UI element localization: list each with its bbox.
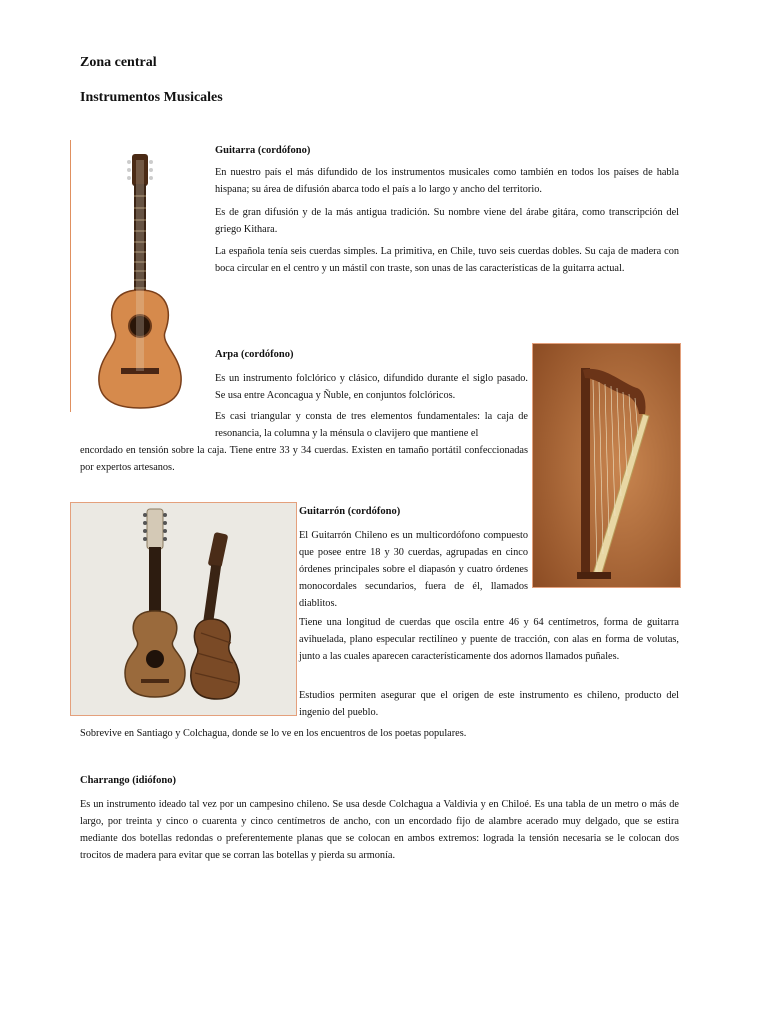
arpa-paragraph-2b: encordado en tensión sobre la caja. Tiene entre 33 y 34 cuerdas. Existen en tamaño portátil confeccionadas por expertos artesanos. xyxy=(80,445,528,473)
charrango-paragraph-1: Es un instrumento ideado tal vez por un campesino chileno. Se usa desde Colchagua a Valdivia y en Chiloé. Es una tabla de un metro o más de largo, por treinta y cinco o cuarenta y cinco centímetros de ancho, con un encordado fijo de alambre acerado muy delgado, que se estira mediante dos botellas redondas o preferentemente planas que se colocan en ambos extremos: lograda la tensión necesaria se le colocan dos trocitos de madera para evitar que se corran las botellas y pierda su armonía. xyxy=(80,799,679,861)
guitarron-image xyxy=(70,502,297,716)
arpa-heading: Arpa (cordófono) xyxy=(215,349,294,360)
harp-image xyxy=(532,343,681,588)
guitarron-paragraph-1: El Guitarrón Chileno es un multicordófono compuesto que posee entre 18 y 30 cuerdas, agrupadas en cinco órdenes principales sobre el diapasón y cuatro órdenes monocordales secundarios, fuera de él, llamados diablitos. xyxy=(299,530,528,609)
page-title: Zona central xyxy=(80,55,157,70)
guitarra-paragraph-1: En nuestro país el más difundido de los instrumentos musicales como también en todos los países de habla hispana; su área de difusión abarca todo el país a lo largo y ancho del territorio. xyxy=(215,167,679,195)
page-subtitle: Instrumentos Musicales xyxy=(80,90,223,105)
arpa-paragraph-2a: Es casi triangular y consta de tres elementos fundamentales: la caja de resonancia, la columna y la ménsula o clavijero que mantiene el xyxy=(215,411,528,439)
guitarra-paragraph-3: La española tenía seis cuerdas simples. La primitiva, en Chile, tuvo seis cuerdas dobles. Su caja de madera con boca circular en el centro y un mástil con traste, son unas de las características de la guitarra actual. xyxy=(215,246,679,274)
guitar-image xyxy=(70,140,211,412)
charrango-heading: Charrango (idiófono) xyxy=(80,775,176,786)
guitarra-heading: Guitarra (cordófono) xyxy=(215,145,311,156)
guitarron-heading: Guitarrón (cordófono) xyxy=(299,506,401,517)
arpa-paragraph-1: Es un instrumento folclórico y clásico, difundido durante el siglo pasado. Se usa entre Aconcagua y Ñuble, en conjuntos folclóricos. xyxy=(215,373,528,401)
guitarron-paragraph-4: Sobrevive en Santiago y Colchagua, donde se lo ve en los encuentros de los poetas populares. xyxy=(80,728,467,739)
guitarron-paragraph-3: Estudios permiten asegurar que el origen de este instrumento es chileno, producto del ingenio del pueblo. xyxy=(299,690,679,718)
guitarron-paragraph-2: Tiene una longitud de cuerdas que oscila entre 46 y 64 centímetros, forma de guitarra avihuelada, plano especular rectilíneo y puente de tracción, con alas en forma de volutas, junto a las cuales aparecen característicamente dos adornos llamados puñales. xyxy=(299,617,679,662)
guitarra-paragraph-2: Es de gran difusión y de la más antigua tradición. Su nombre viene del árabe gitára, como transcripción del griego Kithara. xyxy=(215,207,679,235)
